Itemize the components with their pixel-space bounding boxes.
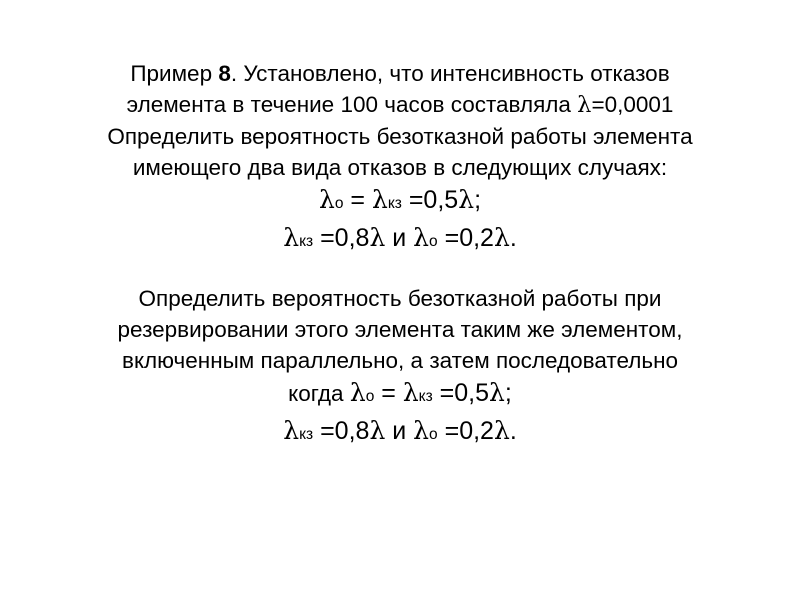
- problem-line-3: Определить вероятность безотказной работы элемента: [107, 124, 693, 149]
- lambda-symbol: λ: [489, 378, 505, 407]
- formula-case-b: [0, 221, 800, 259]
- problem-label: Пример: [130, 61, 219, 86]
- problem-line-2: [0, 89, 800, 121]
- lambda-symbol: λ: [402, 378, 419, 407]
- lambda-symbol: λ: [413, 223, 430, 252]
- part2-line-3: включенным параллельно, а затем последовательно: [121, 348, 679, 373]
- formula-value: =0,8: [313, 417, 370, 445]
- slide-body: [0, 58, 800, 452]
- lambda-symbol: λ: [283, 223, 300, 252]
- part2-line-4-prefix: когда: [288, 381, 350, 406]
- part2-line-2: резервировании этого элемента таким же элементом,: [117, 317, 683, 342]
- subscript-o: о: [429, 233, 438, 250]
- subscript-kz: кз: [418, 388, 433, 405]
- part2-line-1: Определить вероятность безотказной работы при: [138, 286, 662, 311]
- subscript-kz: кз: [387, 195, 402, 212]
- lambda-symbol: λ: [577, 92, 592, 118]
- formula-end: .: [509, 417, 517, 445]
- equals-sign: =: [343, 186, 372, 214]
- lambda-symbol: λ: [413, 416, 430, 445]
- lambda-symbol: λ: [349, 378, 366, 407]
- lambda-symbol: λ: [369, 416, 386, 445]
- formula-value: =0,5: [401, 186, 459, 214]
- formula-end: ;: [504, 379, 512, 407]
- subscript-kz: кз: [299, 426, 314, 443]
- lambda-value: =0,0001: [591, 92, 674, 117]
- problem-line-1: [0, 58, 800, 89]
- problem-number: 8: [218, 61, 231, 86]
- conjunction: и: [385, 417, 414, 445]
- lambda-symbol: λ: [493, 223, 510, 252]
- formula-end: .: [509, 224, 517, 252]
- problem-line-4: имеющего два вида отказов в следующих случаях:: [132, 155, 668, 180]
- lambda-symbol: λ: [371, 185, 388, 214]
- formula-value: =0,5: [432, 379, 490, 407]
- subscript-o: о: [429, 426, 438, 443]
- lambda-symbol: λ: [493, 416, 510, 445]
- subscript-o: о: [365, 388, 375, 405]
- problem-line-1-text: . Установлено, что интенсивность отказов: [230, 61, 670, 86]
- formula-value: =0,8: [313, 224, 370, 252]
- subscript-o: о: [334, 195, 344, 212]
- conjunction: и: [385, 224, 414, 252]
- formula-value: =0,2: [437, 224, 494, 252]
- problem-line-2-text: элемента в течение 100 часов составляла: [126, 92, 578, 117]
- lambda-symbol: λ: [283, 416, 300, 445]
- lambda-symbol: λ: [369, 223, 386, 252]
- part2-formula-case-a: [0, 376, 800, 414]
- formula-value: =0,2: [437, 417, 494, 445]
- formula-end: ;: [474, 186, 482, 214]
- formula-case-a: [0, 183, 800, 221]
- lambda-symbol: λ: [458, 185, 475, 214]
- lambda-symbol: λ: [318, 185, 335, 214]
- subscript-kz: кз: [299, 233, 314, 250]
- equals-sign: =: [374, 379, 403, 407]
- part2-formula-case-b: [0, 414, 800, 452]
- spacer: [0, 259, 800, 283]
